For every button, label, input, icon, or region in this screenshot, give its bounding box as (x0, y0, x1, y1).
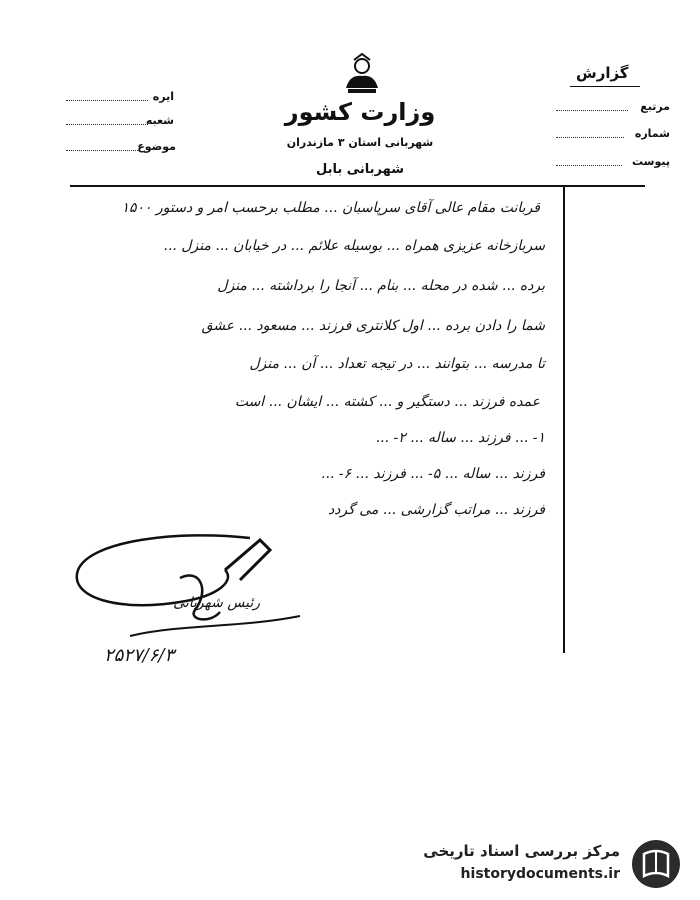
document-date: ۲۵۲۷/۶/۳ (104, 645, 175, 666)
handwritten-line: تا مدرسه ... بتوانند ... در تیجه تعداد ... آن ... منزل (249, 356, 545, 372)
archive-name: مرکز بررسی اسناد تاریخی (423, 842, 620, 860)
province-office-line: شهربانی استان ۳ مازندران (286, 136, 434, 149)
field-number-label: شماره (634, 127, 670, 140)
field-date-label: مرتبع (640, 100, 670, 113)
field-branch-label: شعبه (145, 114, 174, 127)
right-margin-line (563, 185, 565, 653)
handwritten-line: شما را دادن برده ... اول کلانتری فرزند ... مسعود ... عشق (201, 318, 545, 334)
field-department-label: ایره (152, 90, 174, 103)
signature-name: رئیس شهربانی (173, 595, 260, 611)
handwritten-line: عمده فرزند ... دستگیر و ... کشته ... ایشان ... است (234, 394, 540, 410)
field-branch-line (66, 124, 148, 125)
header-divider (70, 185, 645, 187)
archive-logo-icon (630, 838, 682, 890)
city-office-line: شهربانی بابل (315, 162, 405, 177)
lion-and-sun-emblem-icon (340, 52, 384, 96)
report-title-underline (570, 86, 640, 87)
handwritten-line: فرزند ... مراتب گزارشی ... می گردد (327, 502, 545, 518)
handwritten-line: قربانت مقام عالی آقای سرپاسبان ... مطلب برحسب امر و دستور ۱۵۰۰ (121, 200, 540, 216)
handwritten-signature-icon (60, 520, 360, 660)
handwritten-line: سربازخانه عزیزی همراه ... بوسیله علائم ... در خیابان ... منزل ... (163, 238, 545, 254)
field-subject-label: موضوع (137, 140, 176, 153)
handwritten-line: ۱- ... فرزند ... ساله ... ۲- ... (375, 430, 545, 446)
field-subject-line (66, 150, 138, 151)
ministry-title: وزارت کشور (284, 98, 436, 126)
handwritten-line: فرزند ... ساله ... ۵- ... فرزند ... ۶- ... (321, 466, 545, 482)
archive-url: historydocuments.ir (460, 866, 620, 882)
handwritten-line: برده ... شده در محله ... بنام ... آنجا را برداشته ... منزل (217, 278, 545, 294)
field-department-line (66, 100, 148, 101)
field-attachment-label: پیوست (632, 155, 670, 168)
report-title: گزارش (576, 64, 629, 82)
